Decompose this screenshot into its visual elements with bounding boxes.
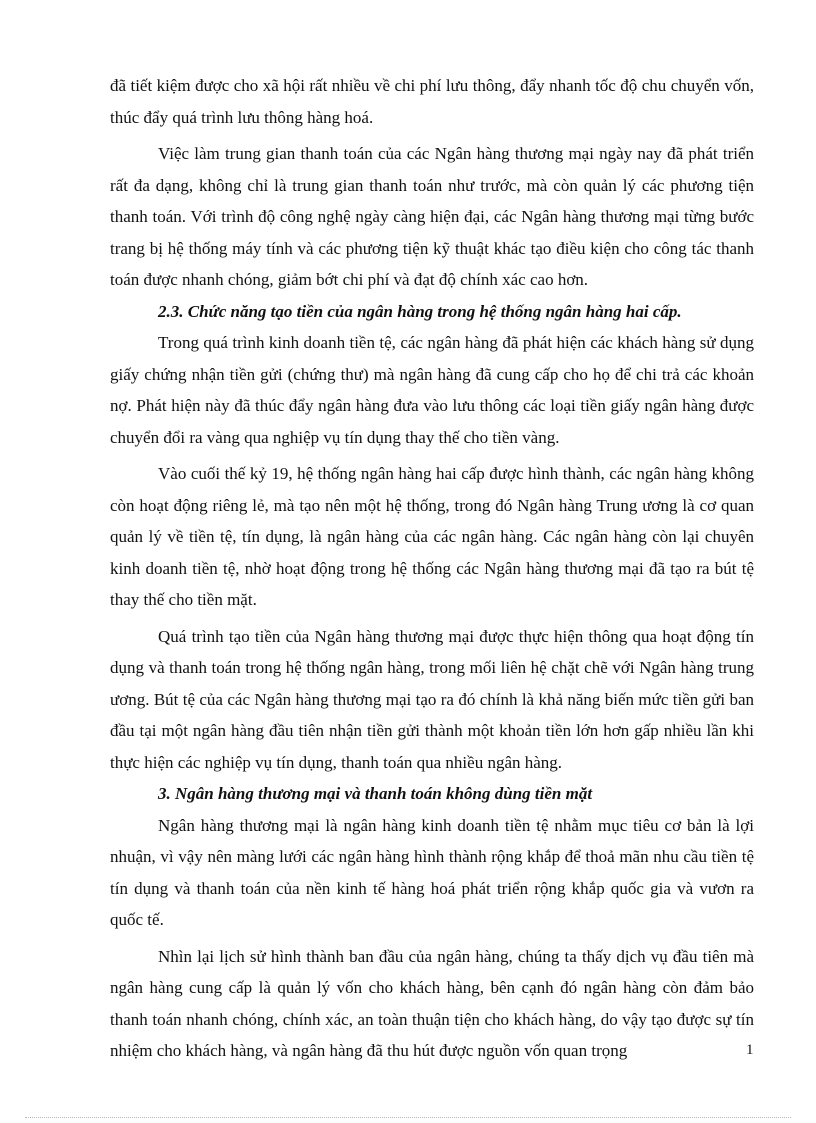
document-page (110, 70, 754, 1067)
footer-divider (25, 1117, 791, 1118)
paragraph-two-tier-system: Vào cuối thế kỷ 19, hệ thống ngân hàng hai cấp được hình thành, các ngân hàng không còn hoạt động riêng lẻ, mà tạo nên một hệ thống, trong đó Ngân hàng Trung ương là cơ quan quản lý về tiền tệ, tín dụng, là ngân hàng của các ngân hàng. Các ngân hàng còn lại chuyên kinh doanh tiền tệ, nhờ hoạt động trong hệ thống các Ngân hàng thương mại đã tạo ra bút tệ thay thế cho tiền mặt. (110, 464, 754, 609)
paragraph-commercial-bank: Ngân hàng thương mại là ngân hàng kinh doanh tiền tệ nhằm mục tiêu cơ bản là lợi nhuận, vì vậy nên màng lưới các ngân hàng hình thành rộng khắp để thoả mãn nhu cầu tiền tệ tín dụng và thanh toán của nền kinh tế hàng hoá phát triển rộng khắp quốc gia và vươn ra quốc tế. (110, 815, 754, 929)
paragraph-money-creation: Quá trình tạo tiền của Ngân hàng thương mại được thực hiện thông qua hoạt động tín dụng và thanh toán trong hệ thống ngân hàng, trong mối liên hệ chặt chẽ với Ngân hàng trung ương. Bút tệ của các Ngân hàng thương mại tạo ra đó chính là khả năng biến mức tiền gửi ban đầu tại một ngân hàng đầu tiên nhận tiền gửi thành một khoản tiền lớn hơn gấp nhiều lần khi thực hiện các nghiệp vụ tín dụng, thanh toán qua nhiều ngân hàng. (110, 626, 754, 772)
paragraph-money-business: Trong quá trình kinh doanh tiền tệ, các ngân hàng đã phát hiện các khách hàng sử dụng giấy chứng nhận tiền gửi (chứng thư) mà ngân hàng đã cung cấp cho họ để chi trả các khoản nợ. Phát hiện này đã thúc đẩy ngân hàng đưa vào lưu thông các loại tiền giấy ngân hàng được chuyển đổi ra vàng qua nghiệp vụ tín dụng thay thế cho tiền vàng. (110, 333, 754, 447)
page-number: 1 (746, 1042, 754, 1058)
section-heading-3: 3. Ngân hàng thương mại và thanh toán không dùng tiền mặt (158, 784, 593, 803)
paragraph-payment-intermediary: Việc làm trung gian thanh toán của các Ngân hàng thương mại ngày nay đã phát triển rất đa dạng, không chỉ là trung gian thanh toán như trước, mà còn quản lý các phương tiện thanh toán. Với trình độ công nghệ ngày càng hiện đại, các Ngân hàng thương mại từng bước trang bị hệ thống máy tính và các phương tiện kỹ thuật khác tạo điều kiện cho công tác thanh toán được nhanh chóng, giảm bớt chi phí và đạt độ chính xác cao hơn. (110, 144, 754, 289)
paragraph-continuation: đã tiết kiệm được cho xã hội rất nhiều về chi phí lưu thông, đẩy nhanh tốc độ chu chuyển vốn, thúc đẩy quá trình lưu thông hàng hoá. (110, 76, 754, 127)
paragraph-bank-history: Nhìn lại lịch sử hình thành ban đầu của ngân hàng, chúng ta thấy dịch vụ đầu tiên mà ngân hàng cung cấp là quản lý vốn cho khách hàng, bên cạnh đó ngân hàng còn đảm bảo thanh toán nhanh chóng, chính xác, an toàn thuận tiện cho khách hàng, do vậy tạo được sự tín nhiệm cho khách hàng, và ngân hàng đã thu hút được nguồn vốn quan trọng (110, 946, 754, 1060)
section-heading-2-3: 2.3. Chức năng tạo tiền của ngân hàng trong hệ thống ngân hàng hai cấp. (158, 301, 682, 321)
